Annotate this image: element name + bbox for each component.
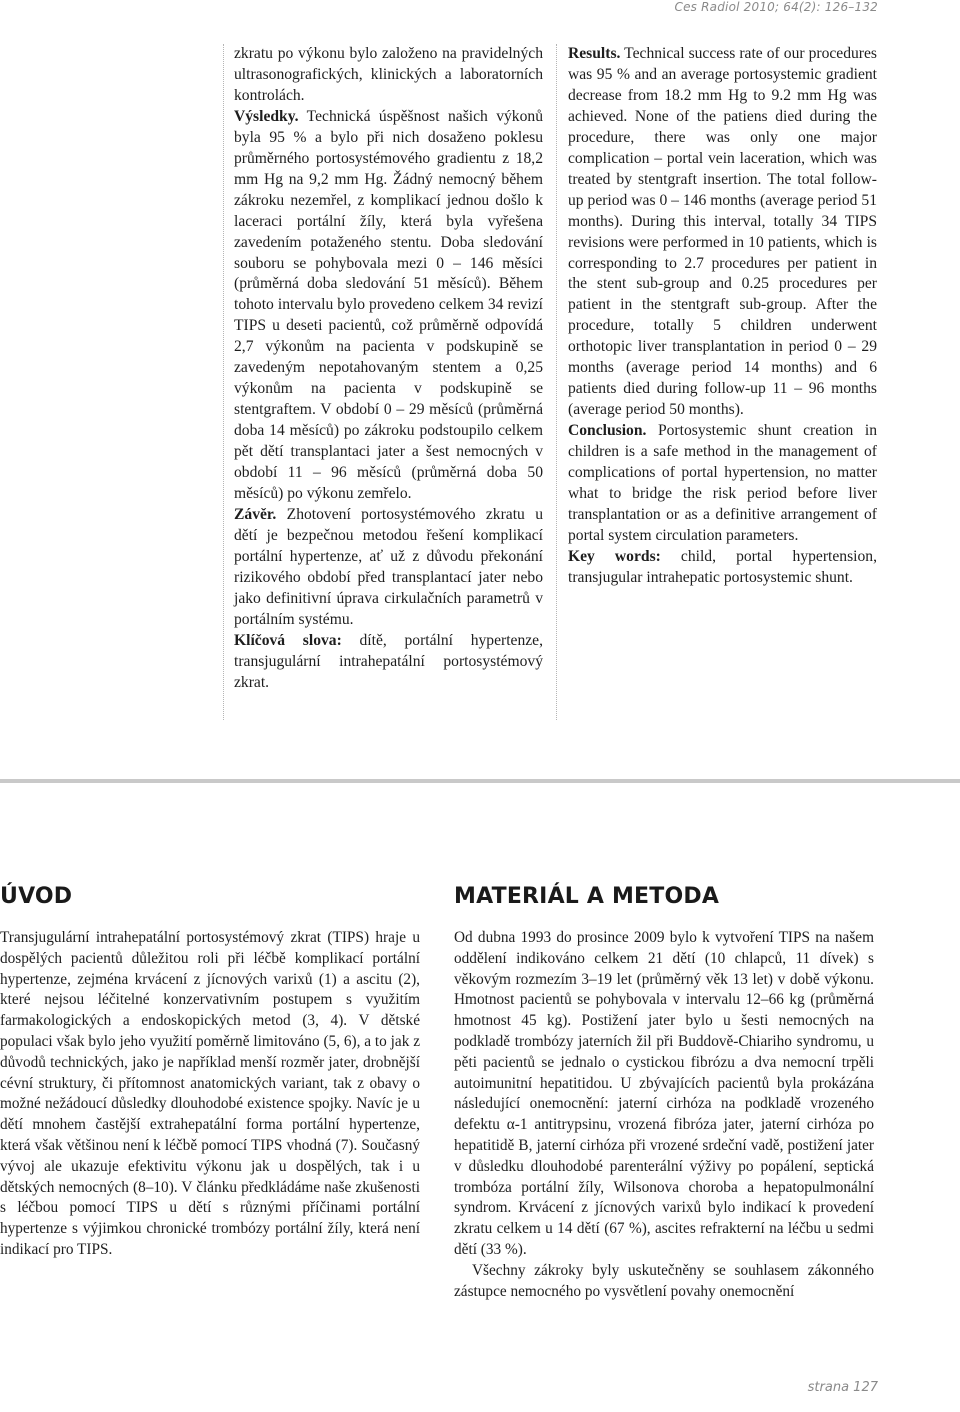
heading-material-a-metoda: MATERIÁL A METODA: [454, 884, 720, 909]
abstract-czech-keywords: dítě, portální hypertenze, transjugulární intrahepatální portosystémový zkrat.: [234, 631, 543, 691]
metoda-paragraph-2: Všechny zákroky byly uskutečněny se souhlasem zákonného zástupce nemocného po vysvětlení povahy onemocnění: [454, 1261, 874, 1300]
uvod-paragraph: Transjugulární intrahepatální portosystémový zkrat (TIPS) hraje u dospělých pacientů důležitou roli při léčbě komplikací portální hypertenze, zejména krvácení z jícnových varixů (1) a ascitu (2), které nejsou léčitelné konzervativním postupem s využitím farmakologických a endoskopických metod (3, 4). V dětské populaci však bylo jeho využití poměrně limitováno (5, 6), a to jak z důvodů technických, jako je například menší rozměr jater, drobnější cévní struktury, či přítomnost anatomických variant, tak z obavy o možné nežádoucí důsledky dlouhodobé existence spojky. Navíc je u dětí mnohem častější extrahepatální forma portální hypertenze, která však většinou není k léčbě pomocí TIPS vhodná (7). Současný vývoj ale ukazuje efektivitu výkonu jak u dospělých, tak i u dětských nemocných (8–10). V článku předkládáme naše zkušenosti s léčbou pomocí TIPS u dětí s různými příčinami portální hypertenze s výjimkou chronické trombózy portální žíly, která není indikací pro TIPS.: [0, 929, 420, 1258]
section-divider: [0, 779, 960, 783]
abstract-english: [568, 44, 877, 589]
abstract-english-conclusion-label: Conclusion.: [568, 422, 647, 440]
section-material-a-metoda: [454, 928, 874, 1302]
metoda-paragraph-1: Od dubna 1993 do prosince 2009 bylo k vytvoření TIPS na našem oddělení indikováno celkem 21 dětí (10 chlapců, 11 dívek) s věkovým rozmezím 3–19 let (průměrný věk 13 let) v době výkonu. Hmotnost pacientů se pohybovala v intervalu 12–66 kg (průměrná hmotnost 45 kg). Postižení jater bylo u šesti nemocných na podkladě trombózy jaterních žil při Buddově-Chiariho syndromu, u pěti pacientů se jednalo o cystickou fibrózu a dva nemocní trpěli autoimunitní hepatitidou. U zbývajících pacientů byla prokázána následující onemocnění: jaterní cirhóza na podkladě vrozeného defektu α-1 antitrypsinu, vrozená fibróza jater, jaterní cirhóza po hepatitidě B, jaterní cirhóza při vrozené srdeční vadě, postižení jater v důsledku dlouhodobé parenterální výživy po popálení, septická trombóza portální žíly, Wilsonova choroba a hepatopulmonální syndrom. Krvácení z jícnových varixů bylo indikací k provedení zkratu celkem u 14 dětí (67 %), ascites refrakterní na léčbu u sedmi dětí (33 %).: [454, 929, 874, 1258]
column-dotted-rule-middle: [556, 44, 557, 720]
abstract-czech-results-label: Výsledky.: [234, 107, 299, 125]
running-head: Ces Radiol 2010; 64(2): 126–132: [674, 0, 878, 14]
abstract-czech-text: [234, 44, 543, 694]
abstract-english-results: Technical success rate of our procedures was 95 % and an average portosystemic gradient decrease from 18.2 mm Hg to 9.2 mm Hg was achieved. None of the patiens died during the procedure, there was only one major complication – portal vein laceration, which was treated by stentgraft insertion. The total follow-up period was 0 – 146 months (average period 51 months). During this interval, totally 34 TIPS revisions were performed in 10 patients, which is corresponding to 2.7 procedures per patient in the stent sub-group and 0.25 procedures per patient in the stentgraft sub-group. After the procedure, totally 5 children underwent orthotopic liver transplantation in period 0 – 29 months (average period 14 months) and 6 patients died during follow-up 11 – 96 months (average period 50 months).: [568, 45, 877, 419]
abstract-czech-results: Technická úspěšnost našich výkonů byla 95 % a bylo při nich dosaženo poklesu průměrného portosystémového gradientu z 18,2 mm Hg na 9,2 mm Hg. Žádný nemocný během zákroku nezemřel, z komplikací jednou došlo k laceraci portální žíly, která byla vyřešena zavedením potaženého stentu. Doba sledování souboru se pohybovala mezi 0 – 146 měsíci (průměrná doba sledování 51 měsíců). Během tohoto intervalu bylo provedeno celkem 34 revizí TIPS u deseti pacientů, což průměrně odpovídá 2,7 výkonům na pacienta v podskupině se zavedeným nepotahovaným stentem a 0,25 výkonům na pacienta v podskupině se stentgraftem. V období 0 – 29 měsíců (průměrná doba 14 měsíců) po zákroku podstoupilo celkem pět dětí transplantaci jater a šest nemocných v období 11 – 96 měsíců (průměrná doba 50 měsíců) po výkonu zemřelo.: [234, 107, 543, 503]
abstract-czech-conclusion-label: Závěr.: [234, 505, 277, 523]
abstract-english-keywords: child, portal hypertension, transjugular intrahepatic portosystemic shunt.: [568, 547, 877, 586]
heading-uvod: ÚVOD: [0, 884, 73, 909]
section-uvod: [0, 928, 420, 1261]
abstract-czech-keywords-label: Klíčová slova:: [234, 631, 342, 649]
abstract-english-text: [568, 44, 877, 589]
abstract-english-keywords-label: Key words:: [568, 547, 661, 565]
abstract-english-conclusion: Portosystemic shunt creation in children is a safe method in the management of complications of portal hypertension, no matter what to bridge the risk period before liver transplantation or as a definitive arrangement of portal system circulation parameters.: [568, 422, 877, 544]
abstract-czech-intro: zkratu po výkonu bylo založeno na pravidelných ultrasonografických, klinických a laboratorních kontrolách.: [234, 45, 543, 104]
abstract-czech-conclusion: Zhotovení portosystémového zkratu u dětí je bezpečnou metodou řešení komplikací portální hypertenze, ať už z důvodu překonání rizikového období před transplantací jater nebo jako definitivní úprava cirkulačních parametrů v portálním systému.: [234, 505, 543, 628]
page-number: strana 127: [807, 1380, 878, 1395]
column-dotted-rule-left: [223, 44, 224, 720]
abstract-english-results-label: Results.: [568, 45, 621, 62]
abstract-czech: [234, 44, 543, 694]
